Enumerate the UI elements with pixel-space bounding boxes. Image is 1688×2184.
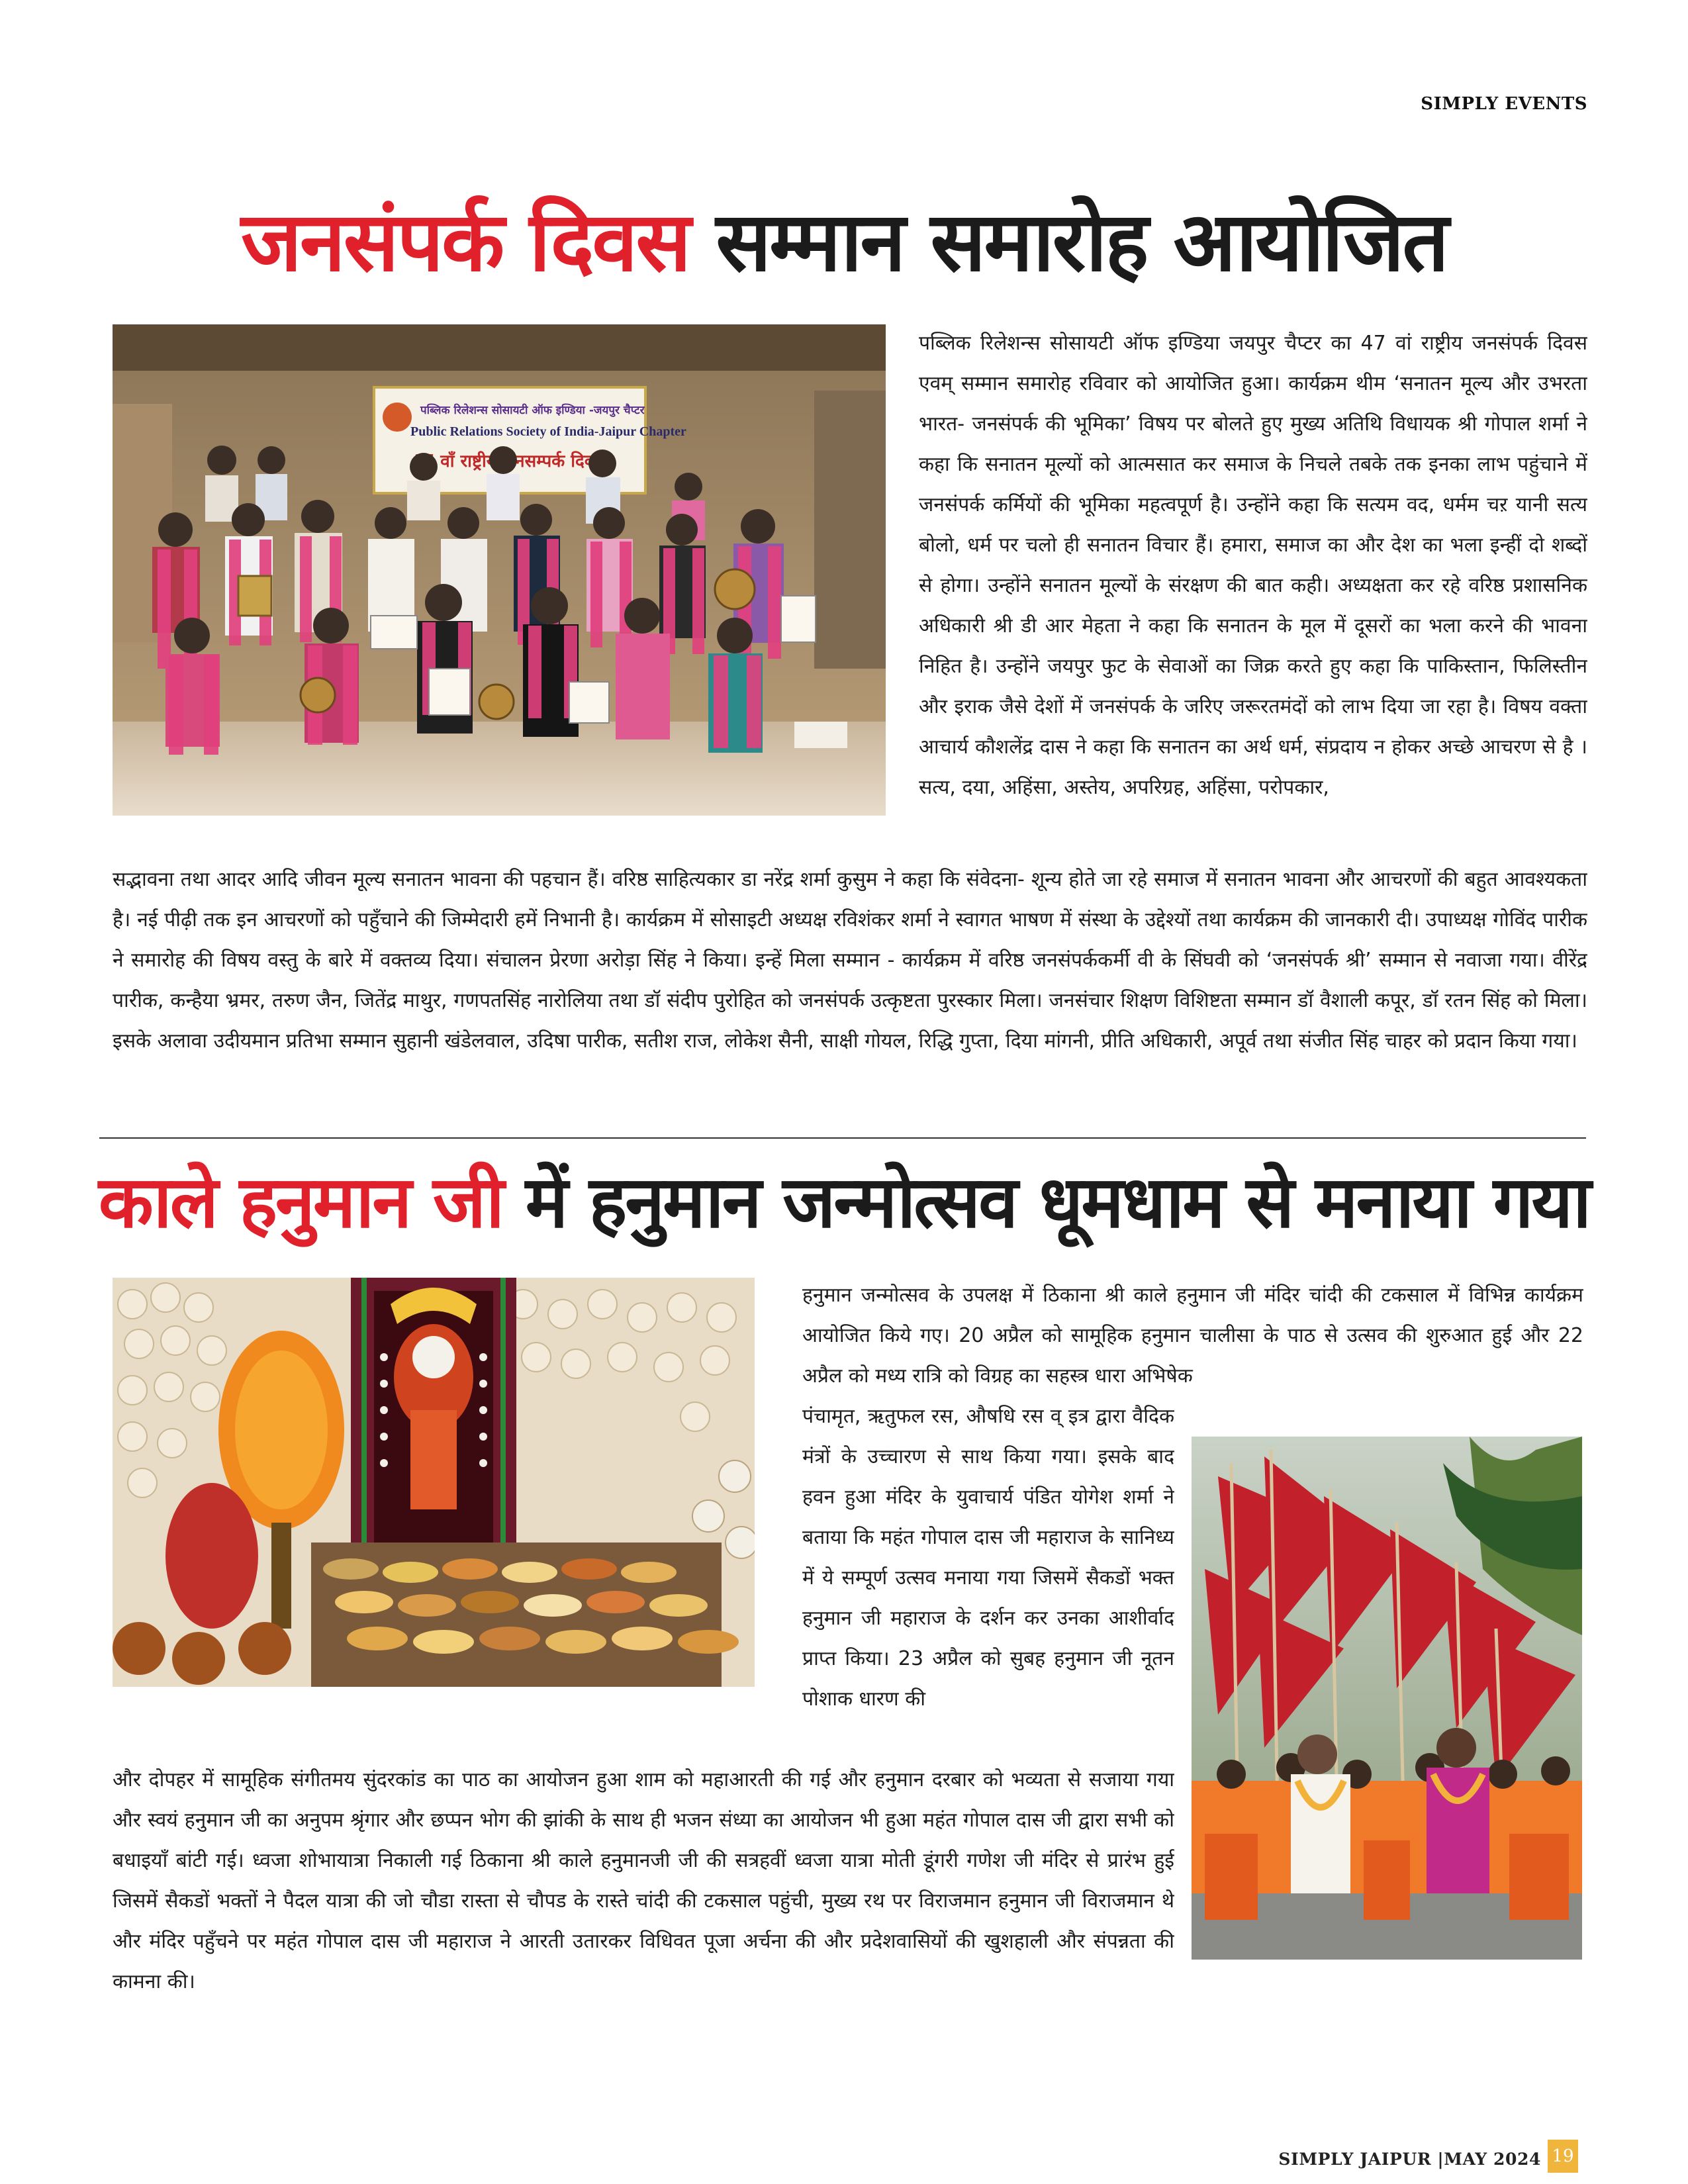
section-label: SIMPLY EVENTS (1421, 94, 1587, 114)
article1-wrap-text: पब्लिक रिलेशन्स सोसायटी ऑफ इण्डिया जयपुर चैप्टर का 47 वां राष्ट्रीय जनसंपर्क दिवस एवम् सम्मान समारोह रविवार को आयोजित हुआ। कार्यक्रम थीम ‘सनातन मूल्य और उभरता भारत- जनसंपर्क की भूमिका’ विषय पर बोलते हुए मुख्य अतिथि विधायक श्री गोपाल शर्मा ने कहा कि सनातन मूल्यों को आत्मसात कर समाज के निचले तबके तक इनका लाभ पहुंचाने में जनसंपर्क कर्मियों की भूमिका महत्वपूर्ण है। उन्होंने कहा कि सत्यम वद, धर्मम चऱ यानी सत्य बोलो, धर्म पर चलो ही सनातन विचार हैं। हमारा, समाज का और देश का भला इन्हीं दो शब्दों से होगा। उन्होंने सनातन मूल्यों के संरक्षण की बात कही। अध्यक्षता कर रहे वरिष्ठ प्रशासनिक अधिकारी श्री डी आर मेहता ने कहा कि सनातन के मूल में दूसरों का भला करने की भावना निहित है। उन्होंने जयपुर फुट के सेवाओं का जिक्र करते हुए कहा कि पाकिस्तान, फिलिस्तीन और इराक जैसे देशों में जनसंपर्क के जरिए जरूरतमंदों को लाभ दिया जा रहा है। विषय वक्ता आचार्य कौशलेंद्र दास ने कहा कि सनातन का अर्थ धर्म, संप्रदाय न होकर अच्छे आचरण से है । सत्य, दया, अहिंसा, अस्तेय, अपरिग्रह, अहिंसा, परोपकार, (919, 332, 1587, 799)
procession-flags-photo (1192, 1437, 1582, 1960)
article2-top-text: हनुमान जन्मोत्सव के उपलक्ष में ठिकाना श्री काले हनुमान जी मंदिर चांदी की टकसाल में विभिन्न कार्यक्रम आयोजित किये गए। 20 अप्रैल को सामूहिक हनुमान चालीसा के पाठ से उत्सव की शुरुआत हुई और 22 अप्रैल को मध्य रात्रि को विग्रह का सहस्त्र धारा अभिषेक (802, 1284, 1583, 1388)
article1-full-text: सद्भावना तथा आदर आदि जीवन मूल्य सनातन भावना की पहचान हैं। वरिष्ठ साहित्यकार डा नरेंद्र शर्मा कुसुम ने कहा कि संवेदना- शून्य होते जा रहे समाज में सनातन भावना और आचरणों की बहुत आवश्यकता है। नई पीढ़ी तक इन आचरणों को पहुँचाने की जिम्मेदारी हमें निभानी है। कार्यक्रम में सोसाइटी अध्यक्ष रविशंकर शर्मा ने स्वागत भाषण में संस्था के उद्देश्यों तथा कार्यक्रम की जानकारी दी। उपाध्यक्ष गोविंद पारीक ने समारोह की विषय वस्तु के बारे में वक्तव्य दिया। संचालन प्रेरणा अरोड़ा सिंह ने किया। इन्हें मिला सम्मान - कार्यक्रम में वरिष्ठ जनसंपर्ककर्मी वी के सिंघवी को ‘जनसंपर्क श्री’ सम्मान से नवाजा गया। वीरेंद्र पारीक, कन्हैया भ्रमर, तरुण जैन, जितेंद्र माथुर, गणपतसिंह नारोलिया तथा डॉ संदीप पुरोहित को जनसंपर्क उत्कृष्टता पुरस्कार मिला। जनसंचार शिक्षण विशिष्टता सम्मान डॉ वैशाली कपूर, डॉ रतन सिंह को मिला। इसके अलावा उदीयमान प्रतिभा सम्मान सुहानी खंडेलवाल, उदिषा पारीक, सतीश राज, लोकेश सैनी, साक्षी गोयल, रिद्धि गुप्ता, दिया मांगनी, प्रीति अधिकारी, अपूर्व तथा संजीत सिंह चाहर को प्रदान किया गया। (113, 868, 1587, 1053)
article2-headline (0, 1161, 1688, 1244)
article2-headline-red: काले हनुमान जी (98, 1161, 503, 1244)
article1-headline (0, 195, 1688, 290)
banner-english-text: Public Relations Society of India-Jaipur Chapter (410, 424, 686, 439)
article2-narrow-text: पंचामृत, ऋतुफल रस, औषधि रस व् इत्र द्वारा वैदिक मंत्रों के उच्चारण से साथ किया गया। इसके बाद हवन हुआ मंदिर के युवाचार्य पंडित योगेश शर्मा ने बताया कि महंत गोपाल दास जी महाराज के सानिध्य में ये सम्पूर्ण उत्सव मनाया गया जिसमें सैकडों भक्त हनुमान जी महाराज के दर्शन कर उनका आशीर्वाद प्राप्त किया। 23 अप्रैल को सुबह हनुमान जी नूतन पोशाक धारण की (802, 1405, 1174, 1711)
article2-bottom-text: और दोपहर में सामूहिक संगीतमय सुंदरकांड का पाठ का आयोजन हुआ शाम को महाआरती की गई और हनुमान दरबार को भव्यता से सजाया गया और स्वयं हनुमान जी का अनुपम श्रृंगार और छप्पन भोग की झांकी के साथ ही भजन संध्या का आयोजन भी हुआ महंत गोपाल दास जी द्वारा सभी को बधाइयाँ बांटी गई। ध्वजा शोभायात्रा निकाली गई ठिकाना श्री काले हनुमानजी जी की सत्रहवीं ध्वजा यात्रा मोती डूंगरी गणेश जी मंदिर से प्रारंभ हुई जिसमें सैकडों भक्तों ने पैदल यात्रा की जो चौडा रास्ता से चौपड के रास्ते चांदी की टकसाल पहुंची, मुख्य रथ पर विराजमान हनुमान जी विराजमान थे और मंदिर पहुँचने पर महंत गोपाल दास जी महाराज ने आरती उतारकर विधिवत पूजा अर्चना की और प्रदेशवासियों की खुशहाली और संपन्नता की कामना की। (113, 1768, 1174, 1993)
article1-headline-red: जनसंपर्क दिवस (240, 195, 690, 290)
article1-headline-black: सम्मान समारोह आयोजित (716, 195, 1448, 290)
section-divider (99, 1137, 1586, 1139)
award-group-photo (113, 324, 886, 816)
banner-line3-text: वाँ राष्ट्रीय जनसम्पर्क दिवस (440, 451, 606, 471)
temple-decoration-photo (113, 1278, 755, 1687)
article2-headline-black: में हनुमान जन्मोत्सव धूमधाम से मनाया गया (525, 1161, 1590, 1244)
banner-hindi-text: पब्लिक रिलेशन्स सोसायटी ऑफ इण्डिया -जयपुर चैप्टर (420, 404, 645, 417)
page-number: 19 (1548, 2140, 1578, 2173)
footer-publication: SIMPLY JAIPUR |MAY 2024 (1278, 2150, 1541, 2169)
